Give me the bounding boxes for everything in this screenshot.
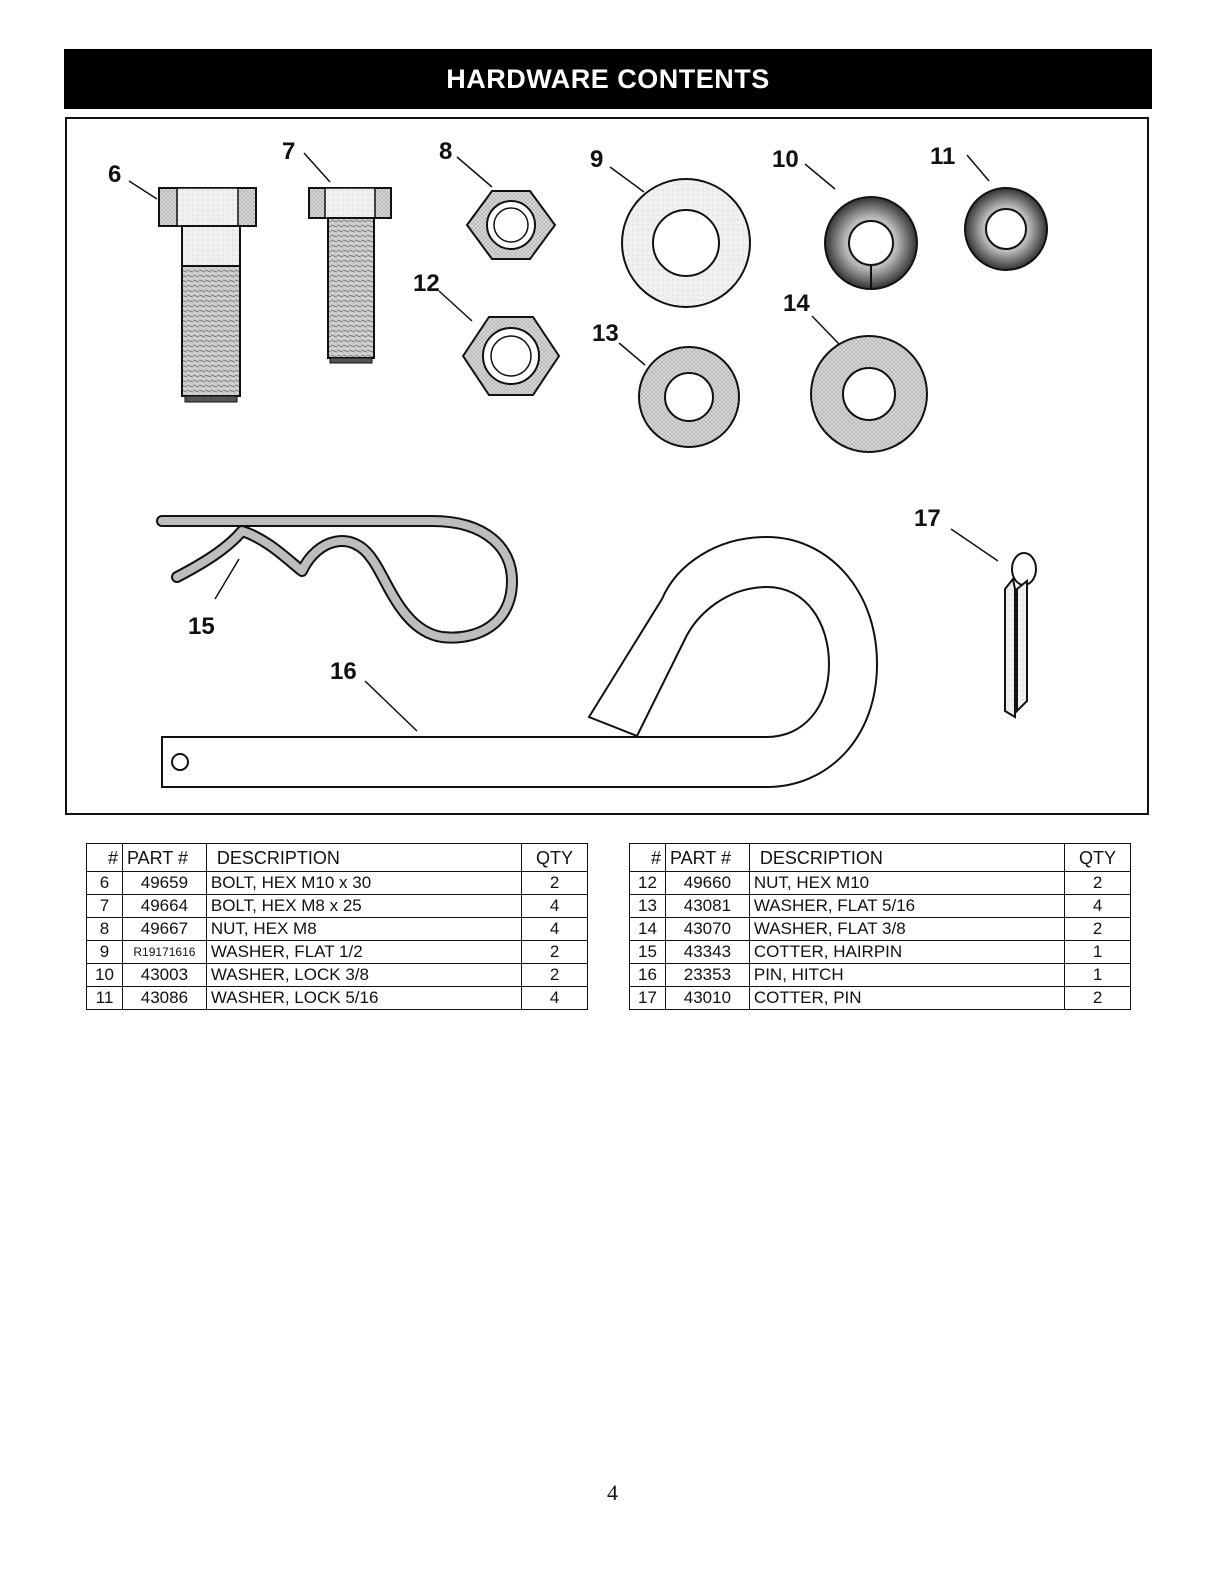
row-description: PIN, HITCH xyxy=(749,964,1064,987)
row-qty: 4 xyxy=(522,895,588,918)
row-description: COTTER, HAIRPIN xyxy=(749,941,1064,964)
hex-nut-m10-icon xyxy=(463,317,559,395)
row-qty: 2 xyxy=(1065,987,1131,1010)
row-number: 15 xyxy=(630,941,666,964)
table-row xyxy=(630,895,1131,918)
row-number: 11 xyxy=(87,987,123,1010)
row-qty: 4 xyxy=(522,918,588,941)
row-number: 8 xyxy=(87,918,123,941)
column-header-number: # xyxy=(630,844,666,872)
callout-15: 15 xyxy=(188,613,215,640)
hex-nut-m8-icon xyxy=(467,191,555,259)
callout-17: 17 xyxy=(914,505,941,532)
row-description: WASHER, LOCK 5/16 xyxy=(206,987,521,1010)
flat-washer-3-8-icon xyxy=(811,336,927,452)
row-qty: 1 xyxy=(1065,964,1131,987)
row-description: BOLT, HEX M8 x 25 xyxy=(206,895,521,918)
row-part: 23353 xyxy=(665,964,749,987)
row-part: 43010 xyxy=(665,987,749,1010)
table-row xyxy=(630,964,1131,987)
callout-10: 10 xyxy=(772,146,799,173)
column-header-part: PART # xyxy=(665,844,749,872)
row-qty: 1 xyxy=(1065,941,1131,964)
page-number: 4 xyxy=(607,1480,618,1505)
table-row xyxy=(87,941,588,964)
row-number: 9 xyxy=(87,941,123,964)
column-header-part: PART # xyxy=(122,844,206,872)
row-description: WASHER, FLAT 3/8 xyxy=(749,918,1064,941)
row-number: 17 xyxy=(630,987,666,1010)
row-number: 13 xyxy=(630,895,666,918)
column-header-description: DESCRIPTION xyxy=(206,844,521,872)
row-description: BOLT, HEX M10 x 30 xyxy=(206,872,521,895)
table-row xyxy=(630,987,1131,1010)
row-qty: 2 xyxy=(1065,918,1131,941)
column-header-qty: QTY xyxy=(522,844,588,872)
bolt-m8-icon xyxy=(309,188,391,363)
table-row xyxy=(630,941,1131,964)
row-part: 49667 xyxy=(122,918,206,941)
callout-7: 7 xyxy=(282,138,296,165)
hardware-illustration xyxy=(65,117,1149,815)
hitch-pin-icon xyxy=(162,537,877,787)
row-description: NUT, HEX M10 xyxy=(749,872,1064,895)
row-qty: 2 xyxy=(522,872,588,895)
hardware-drawing xyxy=(67,119,1151,817)
row-description: NUT, HEX M8 xyxy=(206,918,521,941)
column-header-number: # xyxy=(87,844,123,872)
row-part: R19171616 xyxy=(122,941,206,964)
row-part: 49659 xyxy=(122,872,206,895)
row-part: 43343 xyxy=(665,941,749,964)
callout-13: 13 xyxy=(592,320,619,347)
row-qty: 2 xyxy=(1065,872,1131,895)
row-description: WASHER, LOCK 3/8 xyxy=(206,964,521,987)
callout-8: 8 xyxy=(439,138,453,165)
table-header-row xyxy=(87,844,588,872)
callout-11: 11 xyxy=(930,143,956,170)
callout-12: 12 xyxy=(413,270,440,297)
row-qty: 4 xyxy=(522,987,588,1010)
parts-table-right xyxy=(629,843,1131,1010)
row-part: 43003 xyxy=(122,964,206,987)
page-header xyxy=(64,49,1152,109)
parts-table-left xyxy=(86,843,588,1010)
row-number: 12 xyxy=(630,872,666,895)
row-part: 43081 xyxy=(665,895,749,918)
row-part: 49664 xyxy=(122,895,206,918)
row-number: 16 xyxy=(630,964,666,987)
row-number: 14 xyxy=(630,918,666,941)
callout-16: 16 xyxy=(330,658,357,685)
row-qty: 2 xyxy=(522,964,588,987)
callout-9: 9 xyxy=(590,146,604,173)
callout-14: 14 xyxy=(783,290,810,317)
column-header-qty: QTY xyxy=(1065,844,1131,872)
bolt-m10-icon xyxy=(159,188,256,402)
lock-washer-5-16-icon xyxy=(965,188,1047,270)
row-number: 7 xyxy=(87,895,123,918)
table-row xyxy=(87,987,588,1010)
flat-washer-5-16-icon xyxy=(639,347,739,447)
table-row xyxy=(87,964,588,987)
table-row xyxy=(87,918,588,941)
row-number: 10 xyxy=(87,964,123,987)
row-number: 6 xyxy=(87,872,123,895)
header-title: HARDWARE CONTENTS xyxy=(446,63,770,94)
callout-6: 6 xyxy=(108,161,122,188)
row-description: COTTER, PIN xyxy=(749,987,1064,1010)
row-qty: 4 xyxy=(1065,895,1131,918)
row-part: 49660 xyxy=(665,872,749,895)
cotter-pin-icon xyxy=(1005,553,1036,717)
flat-washer-1-2-icon xyxy=(622,179,750,307)
row-part: 43086 xyxy=(122,987,206,1010)
row-part: 43070 xyxy=(665,918,749,941)
table-row xyxy=(630,872,1131,895)
table-row xyxy=(87,872,588,895)
table-row xyxy=(87,895,588,918)
table-header-row xyxy=(630,844,1131,872)
table-row xyxy=(630,918,1131,941)
row-qty: 2 xyxy=(522,941,588,964)
row-description: WASHER, FLAT 1/2 xyxy=(206,941,521,964)
lock-washer-3-8-icon xyxy=(825,197,917,289)
row-description: WASHER, FLAT 5/16 xyxy=(749,895,1064,918)
column-header-description: DESCRIPTION xyxy=(749,844,1064,872)
